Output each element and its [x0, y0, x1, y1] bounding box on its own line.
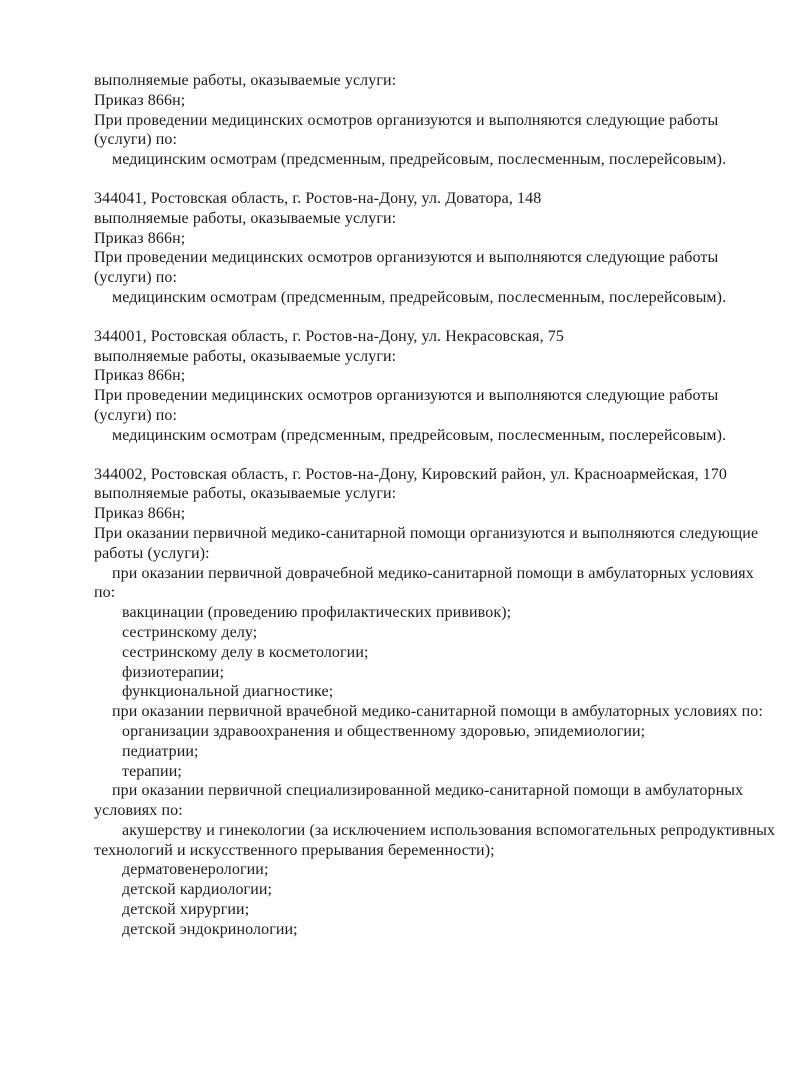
- document-line: организации здравоохранения и общественному здоровью, эпидемиологии;: [122, 722, 646, 740]
- document-line: сестринскому делу;: [122, 623, 258, 641]
- document-line: выполняемые работы, оказываемые услуги:: [94, 72, 397, 89]
- document-line: по:: [94, 584, 116, 602]
- document-line: (услуги) по:: [94, 269, 178, 287]
- license-section-address-344001: [94, 327, 798, 446]
- document-line: медицинским осмотрам (предсменным, предрейсовым, послесменным, послерейсовым).: [112, 288, 727, 306]
- document-line: Приказ 866н;: [94, 505, 186, 523]
- document-line: При проведении медицинских осмотров организуются и выполняются следующие работы: [94, 111, 719, 129]
- document-line: Приказ 866н;: [94, 91, 186, 109]
- document-line: выполняемые работы, оказываемые услуги:: [94, 485, 397, 503]
- document-line: педиатрии;: [122, 742, 199, 760]
- document-line: при оказании первичной специализированной медико-санитарной помощи в амбулаторных: [112, 782, 744, 800]
- document-line: детской кардиологии;: [122, 881, 273, 899]
- license-section-address-344002: [94, 465, 798, 940]
- document-line: Приказ 866н;: [94, 229, 186, 247]
- document-line: Приказ 866н;: [94, 367, 186, 385]
- document-line: терапии;: [122, 762, 182, 780]
- license-works-services-text: [94, 71, 798, 940]
- document-line: условиях по:: [94, 802, 183, 820]
- document-line: выполняемые работы, оказываемые услуги:: [94, 209, 397, 227]
- document-line: функциональной диагностике;: [122, 683, 334, 701]
- document-line: работы (услуги):: [94, 544, 210, 562]
- document-line: медицинским осмотрам (предсменным, предрейсовым, послесменным, послерейсовым).: [112, 151, 727, 169]
- document-line: дерматовенерологии;: [122, 861, 269, 879]
- address-line: 344001, Ростовская область, г. Ростов-на-Дону, ул. Некрасовская, 75: [94, 327, 565, 345]
- document-line: При оказании первичной медико-санитарной помощи организуются и выполняются следующие: [94, 524, 759, 542]
- document-line: медицинским осмотрам (предсменным, предрейсовым, послесменным, послерейсовым).: [112, 426, 727, 444]
- address-line: 344002, Ростовская область, г. Ростов-на-Дону, Кировский район, ул. Красноармейская, 170: [94, 465, 728, 483]
- document-line: детской хирургии;: [122, 901, 250, 919]
- document-line: акушерству и гинекологии (за исключением использования вспомогательных репродуктивных: [122, 821, 776, 839]
- document-line: (услуги) по:: [94, 131, 178, 149]
- document-line: технологий и искусственного прерывания беременности);: [94, 841, 495, 859]
- document-line: выполняемые работы, оказываемые услуги:: [94, 347, 397, 365]
- document-line: физиотерапии;: [122, 663, 225, 681]
- document-line: (услуги) по:: [94, 406, 178, 424]
- document-line: вакцинации (проведению профилактических прививок);: [122, 604, 512, 622]
- document-line: сестринскому делу в косметологии;: [122, 643, 369, 661]
- document-line: При проведении медицинских осмотров организуются и выполняются следующие работы: [94, 249, 719, 267]
- document-line: при оказании первичной врачебной медико-санитарной помощи в амбулаторных условиях по:: [112, 703, 763, 721]
- document-line: при оказании первичной доврачебной медико-санитарной помощи в амбулаторных условиях: [112, 564, 754, 582]
- document-line: При проведении медицинских осмотров организуются и выполняются следующие работы: [94, 387, 719, 405]
- document-line: детской эндокринологии;: [122, 920, 298, 938]
- address-line: 344041, Ростовская область, г. Ростов-на-Дону, ул. Доватора, 148: [94, 189, 542, 207]
- license-section-address-344041: [94, 189, 798, 308]
- license-section-intro-continuation: [94, 71, 798, 170]
